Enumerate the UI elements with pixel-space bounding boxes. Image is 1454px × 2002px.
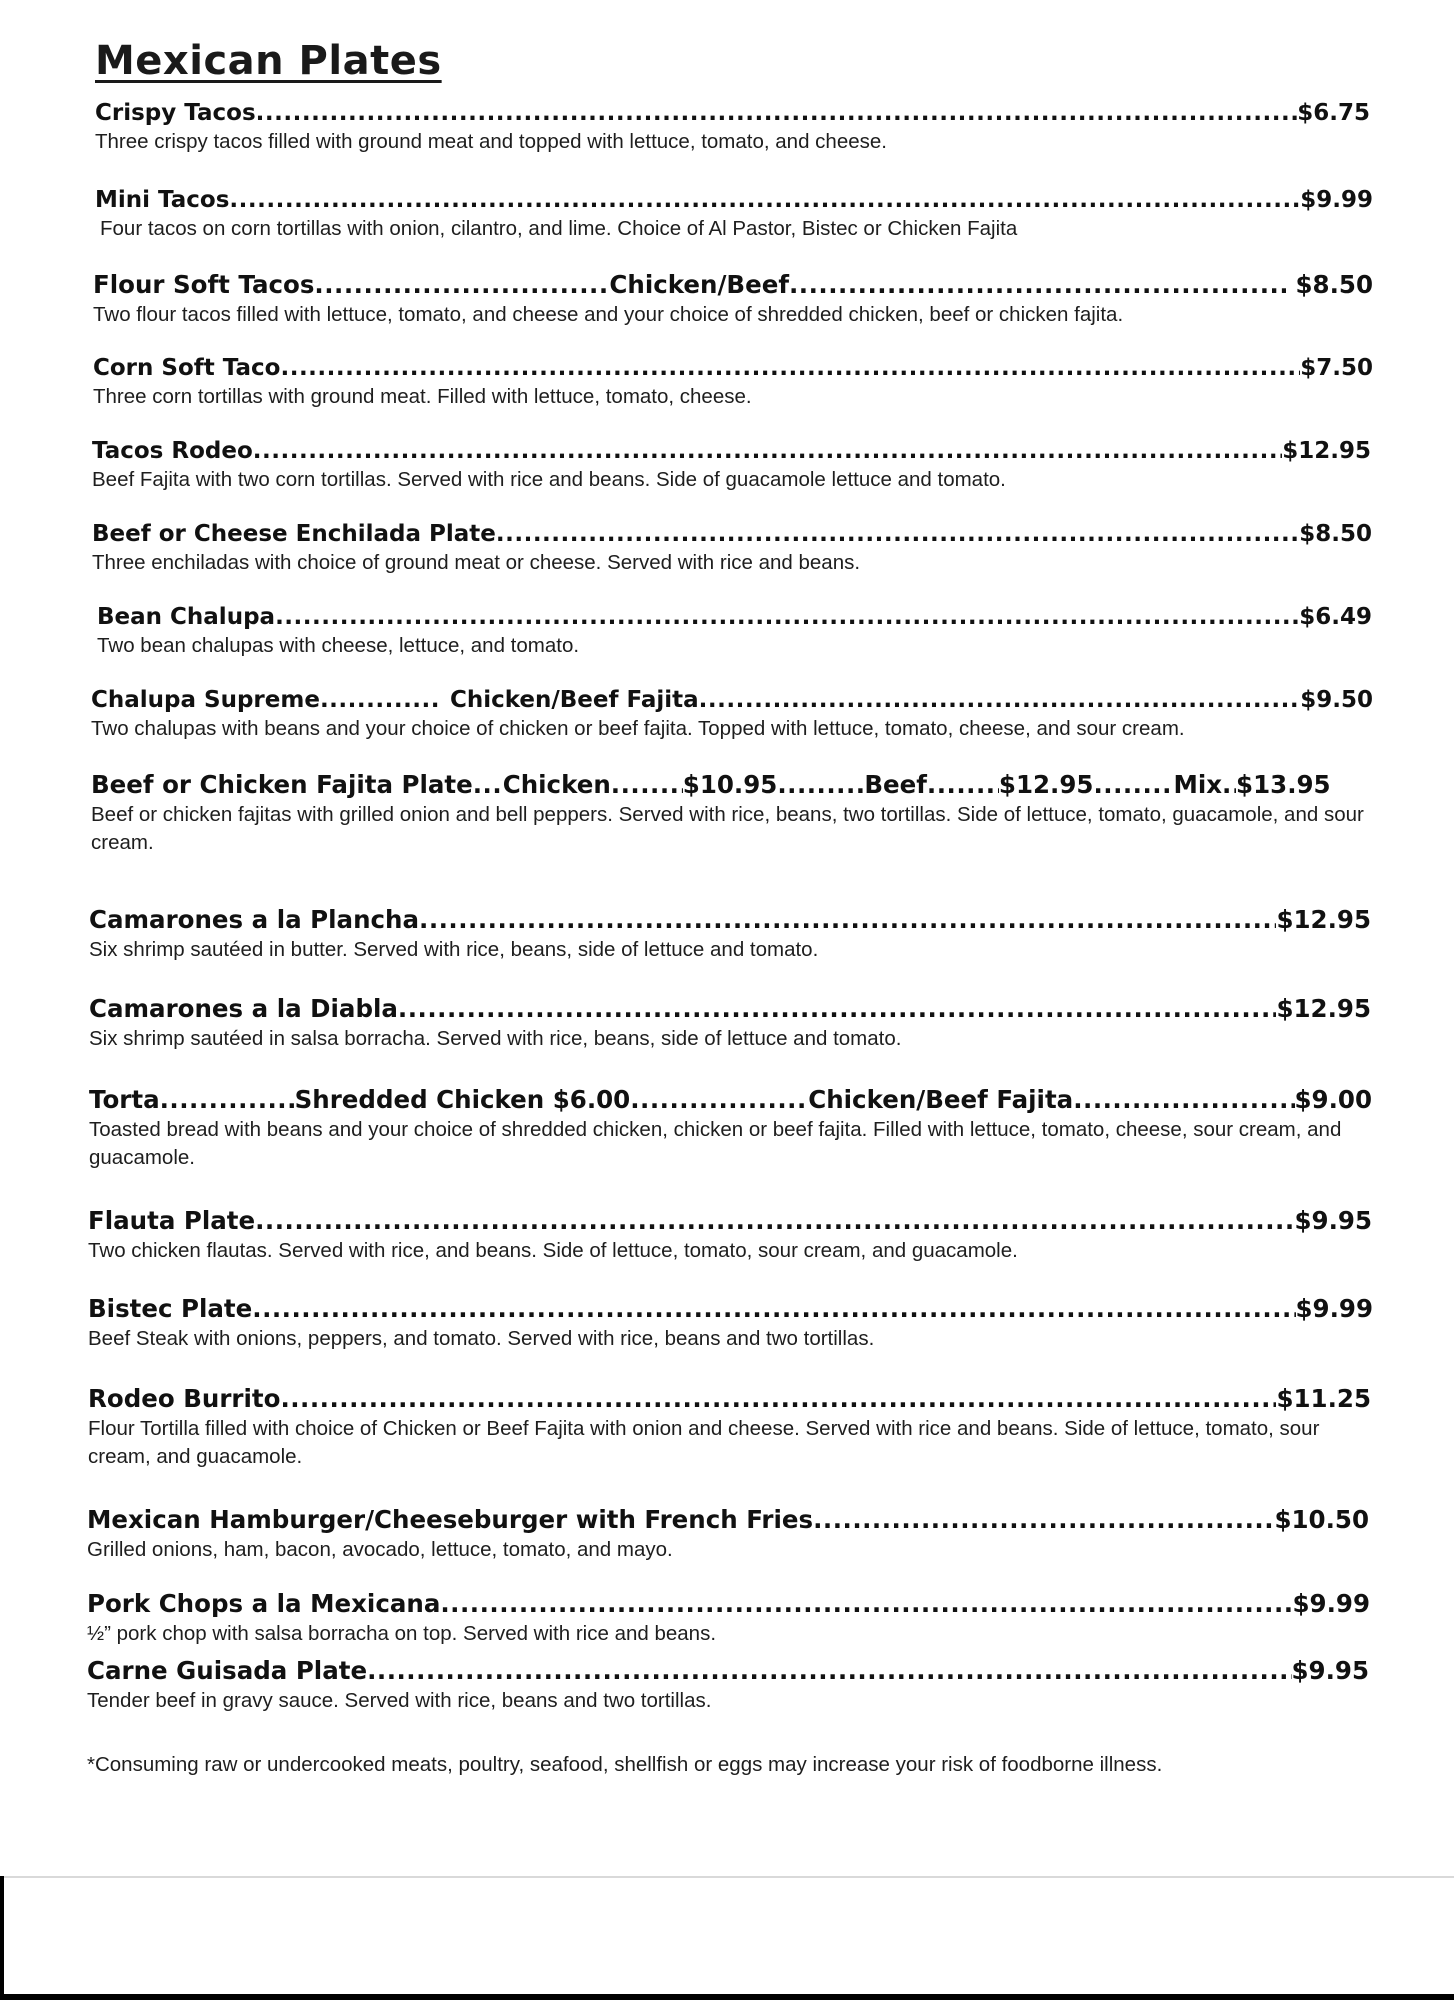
scan-edge-left — [0, 1876, 4, 2000]
item-description: Toasted bread with beans and your choice of shredded chicken, chicken or beef fajita. Filled with lettuce, tomato, cheese, sour cream, and guacamole. — [89, 1118, 1342, 1169]
item-name: Bistec Plate — [88, 1294, 253, 1323]
menu-item-pork-chops — [87, 1589, 1370, 1648]
dot-leader — [367, 1656, 1291, 1685]
page-title: Mexican Plates — [95, 38, 442, 84]
option-beef: Beef — [864, 770, 927, 799]
item-name: Camarones a la Diabla — [89, 994, 398, 1023]
menu-item-rodeo-burrito — [88, 1384, 1371, 1471]
menu-item-flauta-plate — [88, 1206, 1372, 1265]
item-price: $7.50 — [1300, 355, 1373, 381]
price-beef: $12.95 — [998, 770, 1094, 799]
price-mix: $13.95 — [1236, 770, 1331, 799]
item-description: Beef Steak with onions, peppers, and tomato. Served with rice, beans and two tortillas. — [88, 1327, 875, 1350]
item-price: $12.95 — [1282, 438, 1371, 464]
item-name: Flour Soft Tacos — [93, 270, 315, 299]
menu-item-mini-tacos — [95, 187, 1373, 243]
item-header — [88, 1294, 1373, 1323]
menu-item-mexican-hamburger — [87, 1505, 1369, 1564]
dot-leader — [1093, 770, 1173, 799]
item-price: $10.50 — [1274, 1505, 1369, 1534]
dot-leader — [280, 1384, 1276, 1413]
dot-leader — [398, 994, 1277, 1023]
dot-leader — [440, 1589, 1292, 1618]
item-price: $9.99 — [1292, 1589, 1370, 1618]
dot-leader — [611, 770, 683, 799]
item-price: $9.99 — [1295, 1294, 1373, 1323]
option-mix: Mix — [1173, 770, 1223, 799]
item-header — [92, 438, 1371, 464]
dot-leader — [255, 1206, 1294, 1235]
dot-leader — [252, 1294, 1295, 1323]
dot-leader — [229, 187, 1300, 213]
menu-item-camarones-diabla — [89, 994, 1371, 1053]
dot-leader — [789, 270, 1286, 299]
menu-item-tacos-rodeo — [92, 438, 1371, 494]
option-fajita: Chicken/Beef Fajita — [808, 1085, 1074, 1114]
menu-item-carne-guisada — [87, 1656, 1369, 1715]
dot-leader — [320, 687, 438, 713]
item-header — [93, 355, 1373, 381]
menu-item-bistec-plate — [88, 1294, 1373, 1353]
item-name: Torta — [89, 1085, 160, 1114]
item-description: Three enchiladas with choice of ground meat or cheese. Served with rice and beans. — [92, 551, 861, 574]
item-description: Six shrimp sautéed in salsa borracha. Served with rice, beans, side of lettuce and tomato. — [89, 1027, 902, 1050]
item-price: $11.25 — [1276, 1384, 1371, 1413]
item-name: Chalupa Supreme — [91, 687, 320, 713]
menu-item-crispy-tacos — [95, 100, 1370, 156]
item-description: Beef or chicken fajitas with grilled onion and bell peppers. Served with rice, beans, two tortillas. Side of lettuce, tomato, guacamole, and sour cream. — [91, 803, 1364, 854]
item-name: Tacos Rodeo — [92, 438, 253, 464]
item-description: Two bean chalupas with cheese, lettuce, and tomato. — [97, 634, 580, 657]
item-name: Carne Guisada Plate — [87, 1656, 368, 1685]
dot-leader — [280, 355, 1300, 381]
price-chicken: $10.95 — [682, 770, 778, 799]
dot-leader — [419, 905, 1276, 934]
item-name: Beef or Chicken Fajita Plate — [91, 770, 473, 799]
item-description: ½” pork chop with salsa borracha on top. Served with rice and beans. — [87, 1622, 717, 1645]
dot-leader — [314, 270, 609, 299]
item-header — [91, 687, 1373, 713]
item-price: $9.00 — [1294, 1085, 1372, 1114]
item-header — [89, 1085, 1372, 1114]
dot-leader — [256, 100, 1298, 126]
item-name: Crispy Tacos — [95, 100, 256, 126]
item-name: Camarones a la Plancha — [89, 905, 420, 934]
scan-edge-bottom — [0, 1994, 1454, 2000]
option-shredded-chicken: Shredded Chicken $6.00 — [294, 1085, 631, 1114]
food-safety-notice: *Consuming raw or undercooked meats, poultry, seafood, shellfish or eggs may increase your risk of foodborne illness. — [87, 1753, 1163, 1776]
item-header — [91, 770, 1374, 799]
item-header — [88, 1206, 1372, 1235]
item-name: Beef or Cheese Enchilada Plate — [92, 521, 496, 547]
menu-item-torta — [89, 1085, 1372, 1172]
item-description: Two flour tacos filled with lettuce, tomato, and cheese and your choice of shredded chicken, beef or chicken fajita. — [93, 303, 1124, 326]
menu-item-bean-chalupa — [97, 604, 1372, 660]
dot-leader — [1222, 770, 1236, 799]
item-name: Rodeo Burrito — [88, 1384, 281, 1413]
item-price: $9.95 — [1294, 1206, 1372, 1235]
item-description: Flour Tortilla filled with choice of Chicken or Beef Fajita with onion and cheese. Served with rice and beans. Side of lettuce, tomato, sour cream, and guacamole. — [88, 1417, 1320, 1468]
item-description: Grilled onions, ham, bacon, avocado, lettuce, tomato, and mayo. — [87, 1538, 673, 1561]
dot-leader — [496, 521, 1299, 547]
item-description: Tender beef in gravy sauce. Served with rice, beans and two tortillas. — [87, 1689, 712, 1712]
dot-leader — [777, 770, 864, 799]
item-header — [89, 994, 1371, 1023]
item-description: Four tacos on corn tortillas with onion, cilantro, and lime. Choice of Al Pastor, Bistec or Chicken Fajita — [100, 217, 1018, 240]
item-description: Three corn tortillas with ground meat. Filled with lettuce, tomato, cheese. — [93, 385, 752, 408]
dot-leader — [253, 438, 1282, 464]
option-chicken: Chicken — [502, 770, 611, 799]
item-price: $12.95 — [1276, 905, 1371, 934]
item-header — [95, 187, 1373, 213]
item-header — [92, 521, 1372, 547]
item-header — [93, 270, 1373, 299]
item-option: Chicken/Beef Fajita — [449, 687, 699, 713]
item-price: $9.99 — [1300, 187, 1373, 213]
item-name: Flauta Plate — [88, 1206, 256, 1235]
item-price: $12.95 — [1276, 994, 1371, 1023]
item-description: Two chalupas with beans and your choice of chicken or beef fajita. Topped with lettuce, tomato, cheese, and sour cream. — [91, 717, 1185, 740]
menu-item-chalupa-supreme — [91, 687, 1373, 743]
item-price: $6.75 — [1297, 100, 1370, 126]
dot-leader — [699, 687, 1301, 713]
item-header — [87, 1505, 1369, 1534]
dot-leader — [473, 770, 503, 799]
menu-item-flour-soft-tacos — [93, 270, 1373, 329]
menu-item-camarones-plancha — [89, 905, 1371, 964]
item-name: Mexican Hamburger/Cheeseburger with French Fries — [87, 1505, 814, 1534]
dot-leader — [630, 1085, 808, 1114]
menu-item-fajita-plate — [91, 770, 1374, 857]
item-header — [89, 905, 1371, 934]
dot-leader — [927, 770, 999, 799]
item-header — [87, 1656, 1369, 1685]
item-header — [87, 1589, 1370, 1618]
item-name: Corn Soft Taco — [93, 355, 281, 381]
item-name: Bean Chalupa — [97, 604, 276, 630]
item-description: Two chicken flautas. Served with rice, and beans. Side of lettuce, tomato, sour cream, and guacamole. — [88, 1239, 1018, 1262]
item-price: $9.95 — [1291, 1656, 1369, 1685]
scan-margin — [0, 1876, 1454, 2002]
item-price: $6.49 — [1299, 604, 1372, 630]
item-description: Beef Fajita with two corn tortillas. Served with rice and beans. Side of guacamole lettuce and tomato. — [92, 468, 1006, 491]
item-name: Pork Chops a la Mexicana — [87, 1589, 441, 1618]
item-header — [97, 604, 1372, 630]
dot-leader — [275, 604, 1299, 630]
item-price: $9.50 — [1300, 687, 1373, 713]
dot-leader — [813, 1505, 1274, 1534]
item-name: Mini Tacos — [95, 187, 230, 213]
item-price: $8.50 — [1295, 270, 1373, 299]
menu-item-corn-soft-taco — [93, 355, 1373, 411]
item-header — [95, 100, 1370, 126]
item-description: Six shrimp sautéed in butter. Served with rice, beans, side of lettuce and tomato. — [89, 938, 819, 961]
item-price: $8.50 — [1299, 521, 1372, 547]
item-option: Chicken/Beef — [609, 270, 789, 299]
dot-leader — [160, 1085, 295, 1114]
item-description: Three crispy tacos filled with ground meat and topped with lettuce, tomato, and cheese. — [95, 130, 887, 153]
menu-item-enchilada-plate — [92, 521, 1372, 577]
dot-leader — [1073, 1085, 1294, 1114]
item-header — [88, 1384, 1371, 1413]
